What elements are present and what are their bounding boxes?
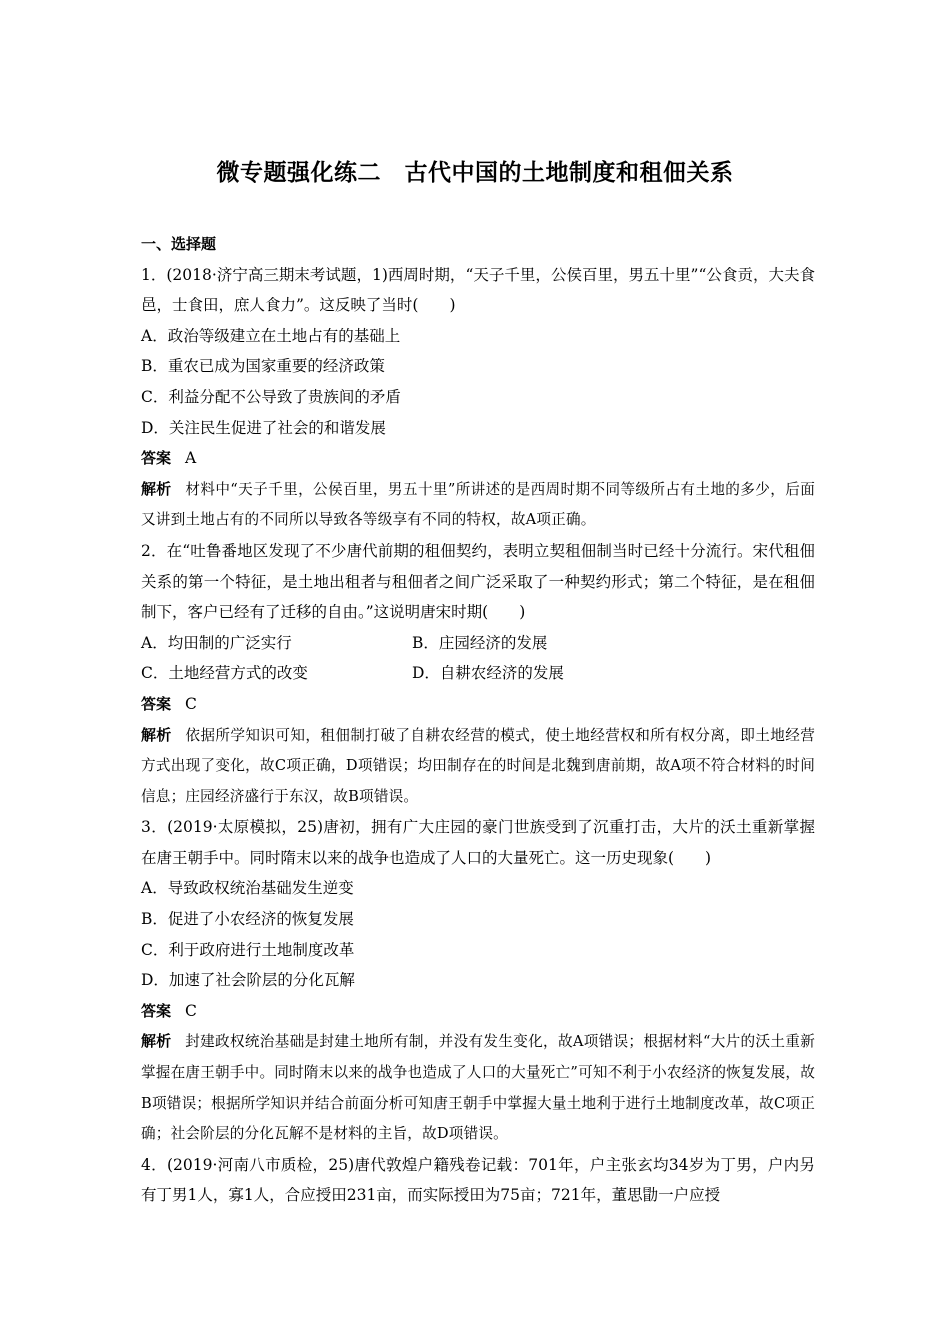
analysis-text: 材料中“天子千里，公侯百里，男五十里”所讲述的是西周时期不同等级所占有土地的多少，后面又讲到土地占有的不同所以导致各等级享有不同的特权，故A项正确。: [141, 480, 815, 529]
answer-label: 答案: [141, 449, 172, 468]
page-title: 微专题强化练二 古代中国的土地制度和租佃关系: [216, 160, 734, 186]
analysis-paragraph: [141, 1026, 815, 1149]
option-a: A．均田制的广泛实行: [141, 633, 292, 652]
option-a: A．导致政权统治基础发生逆变: [141, 879, 354, 898]
answer-value: C: [185, 694, 197, 713]
section-heading: 一、选择题: [141, 235, 217, 253]
analysis-paragraph: [141, 474, 815, 536]
analysis-text: 依据所学知识可知，租佃制打破了自耕农经营的模式，使土地经营权和所有权分离，即土地经营方式出现了变化，故C项正确，D项错误；均田制存在的时间是北魏到唐前期，故A项不符合材料的时间信息；庄园经济盛行于东汉，故B项错误。: [141, 726, 815, 805]
question-stem: 3．(2019·太原模拟，25)唐初，拥有广大庄园的豪门世族受到了沉重打击，大片的沃土重新掌握在唐王朝手中。同时隋末以来的战争也造成了人口的大量死亡。这一历史现象( ): [141, 818, 815, 867]
option-a: A．政治等级建立在土地占有的基础上: [141, 326, 401, 345]
option-c: C．利于政府进行土地制度改革: [141, 940, 355, 959]
option-c: C．土地经营方式的改变: [141, 664, 308, 683]
question-stem: 1．(2018·济宁高三期末考试题，1)西周时期，“天子千里，公侯百里，男五十里”“公食贡，大夫食邑，士食田，庶人食力”。这反映了当时( ): [141, 265, 815, 315]
option-d: D．自耕农经济的发展: [412, 664, 564, 683]
answer-line: [141, 996, 815, 1027]
analysis-label: 解析: [141, 479, 172, 498]
answer-label: 答案: [141, 1001, 172, 1020]
answer-value: C: [185, 1001, 197, 1020]
question-stem: 2．在“吐鲁番地区发现了不少唐代前期的租佃契约，表明立契租佃制当时已经十分流行。宋代租佃关系的第一个特征，是土地出租者与租佃者之间广泛采取了一种契约形式；第二个特征，是在租佃制下，客户已经有了迁移的自由。”这说明唐宋时期( ): [141, 541, 815, 622]
document-body: [141, 229, 815, 1211]
analysis-label: 解析: [141, 1032, 172, 1051]
analysis-label: 解析: [141, 725, 172, 744]
option-row: [141, 628, 815, 659]
option-b: B．促进了小农经济的恢复发展: [141, 910, 354, 929]
option-d: D．关注民生促进了社会的和谐发展: [141, 418, 386, 437]
answer-line: [141, 689, 815, 720]
answer-label: 答案: [141, 694, 172, 713]
option-b: B．重农已成为国家重要的经济政策: [141, 357, 385, 376]
option-c: C．利益分配不公导致了贵族间的矛盾: [141, 387, 401, 406]
option-row: [141, 658, 815, 689]
answer-value: A: [185, 449, 197, 468]
analysis-paragraph: [141, 720, 815, 813]
option-d: D．加速了社会阶层的分化瓦解: [141, 971, 355, 990]
option-b: B．庄园经济的发展: [412, 633, 548, 652]
answer-line: [141, 443, 815, 474]
question-stem: 4．(2019·河南八市质检，25)唐代敦煌户籍残卷记载：701年，户主张玄均34岁为丁男，户内另有丁男1人，寡1人，合应授田231亩，而实际授田为75亩；721年，董思勖一户应授: [141, 1155, 815, 1205]
analysis-text: 封建政权统治基础是封建土地所有制，并没有发生变化，故A项错误；根据材料“大片的沃土重新掌握在唐王朝手中。同时隋末以来的战争也造成了人口的大量死亡”可知不利于小农经济的恢复发展，故B项错误；根据所学知识并结合前面分析可知唐王朝手中掌握大量土地利于进行土地制度改革，故C项正确；社会阶层的分化瓦解不是材料的主旨，故D项错误。: [141, 1033, 815, 1143]
